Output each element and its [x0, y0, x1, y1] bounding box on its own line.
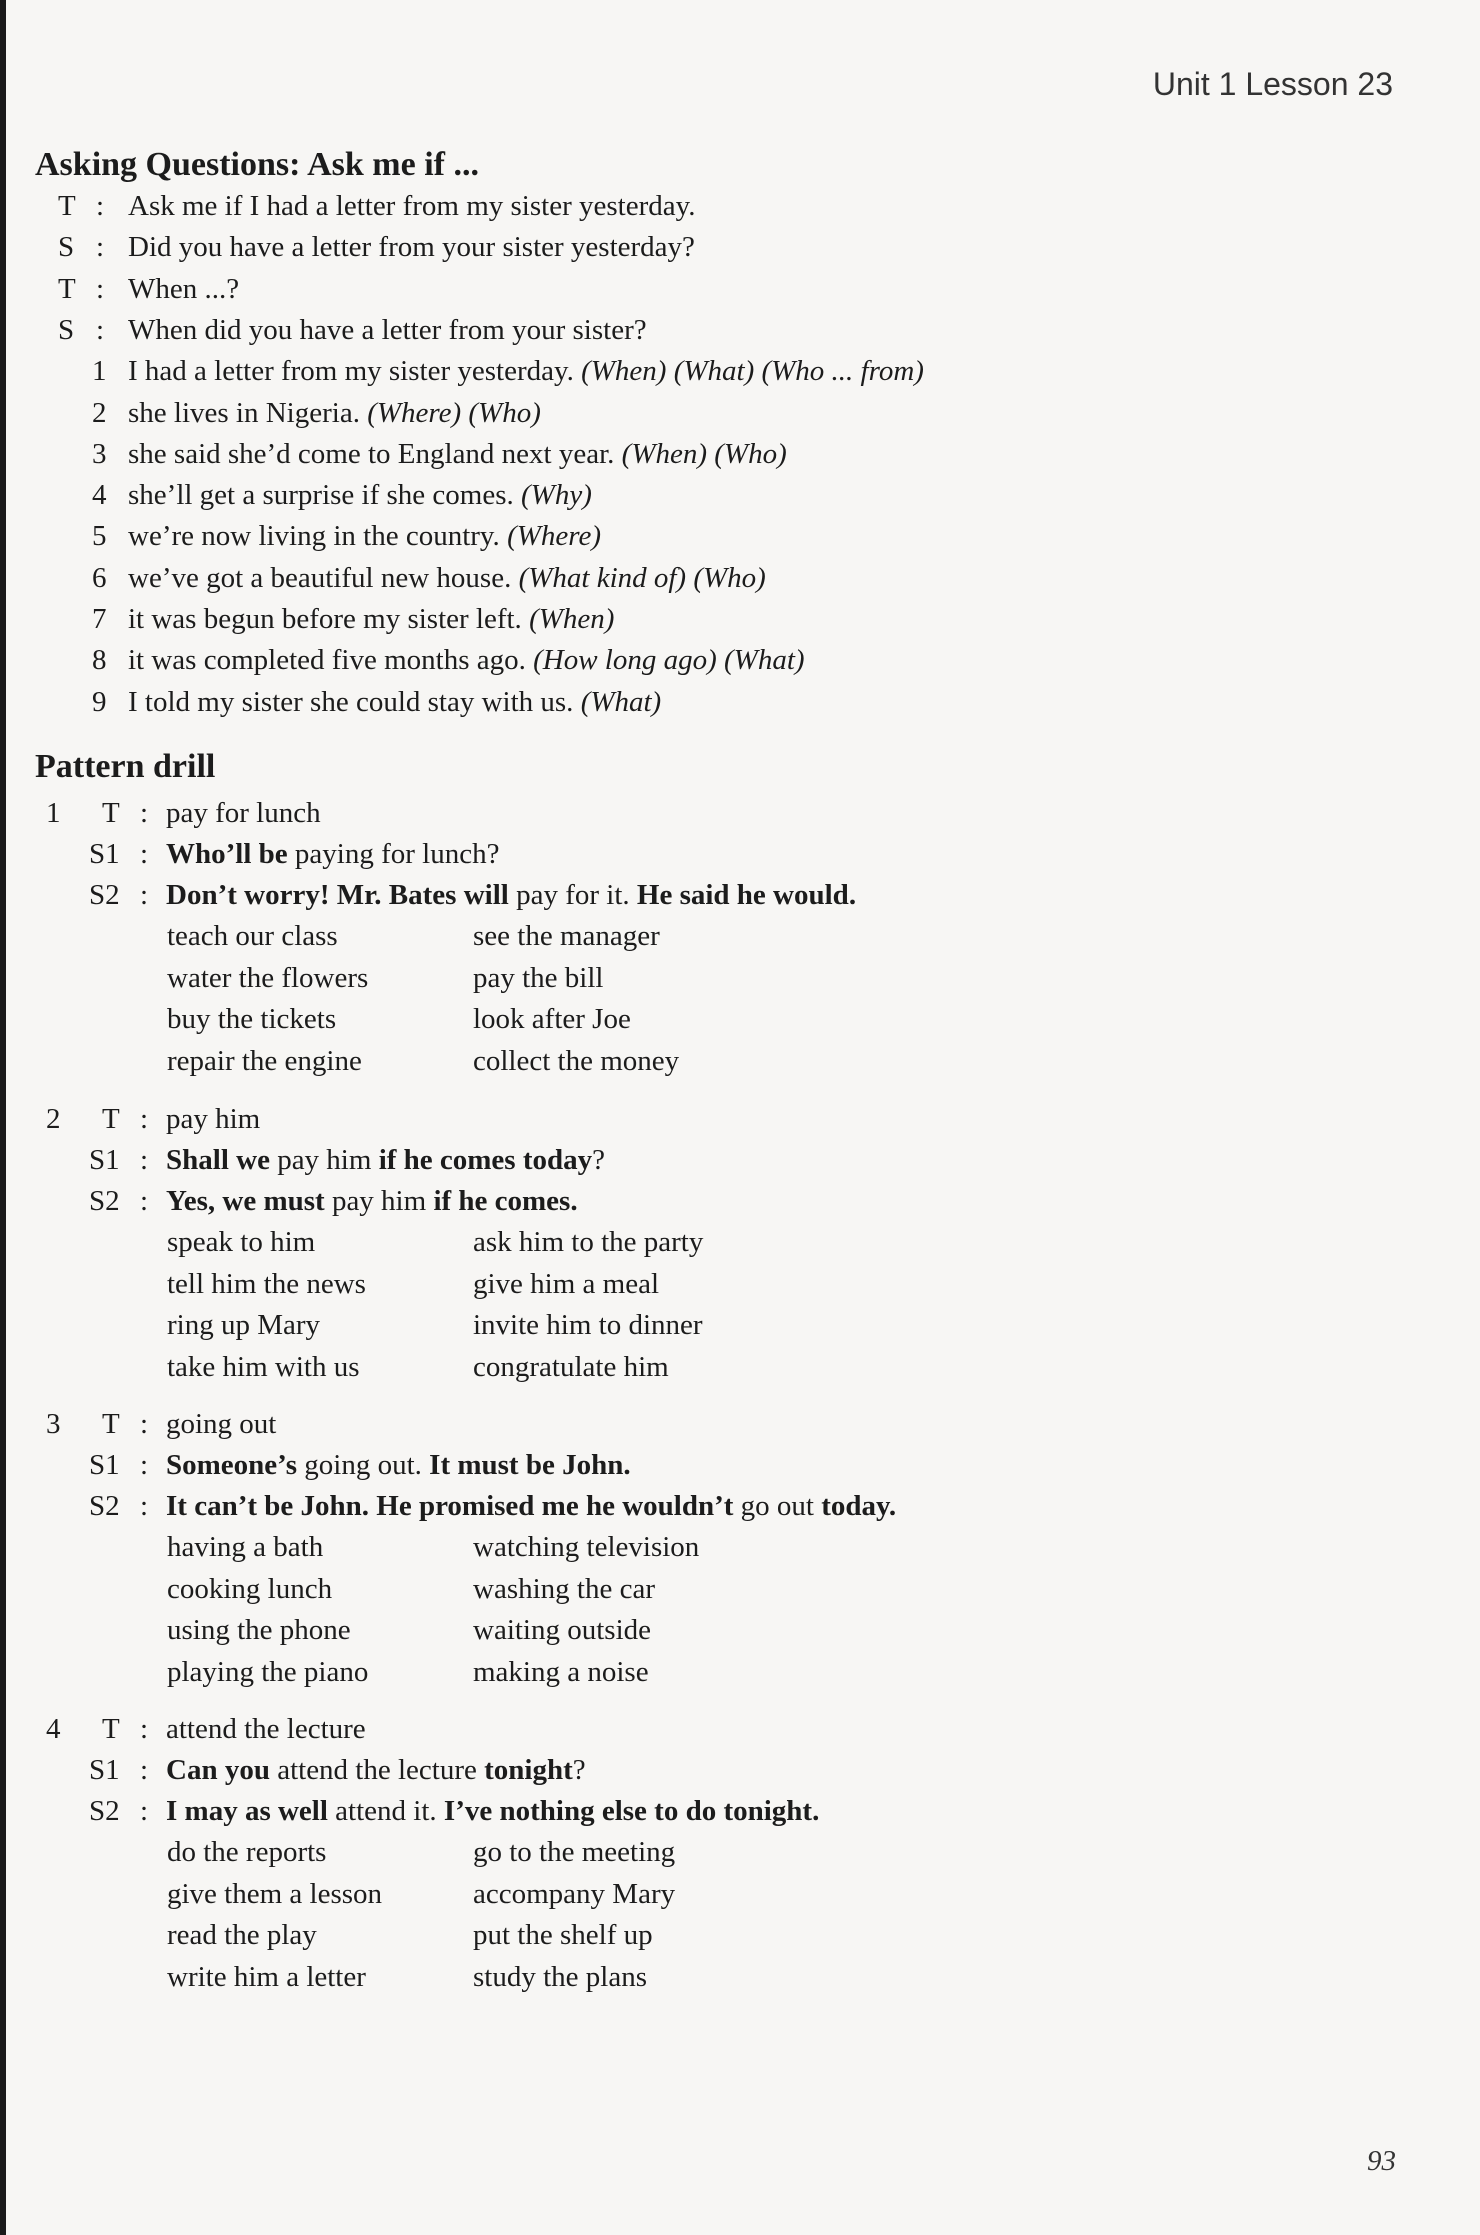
cue-right: making a noise	[473, 1655, 649, 1688]
cue-right: go to the meeting	[473, 1836, 676, 1868]
drill-s1-text	[166, 1140, 605, 1180]
drill-s2-text-seg: I may as well	[166, 1795, 328, 1827]
section-title-asking-questions: Asking Questions: Ask me if ...	[35, 146, 479, 183]
drill-t-text-seg: pay him	[166, 1103, 261, 1135]
cue-left: having a bath	[167, 1531, 324, 1563]
dialogue-text: When ...?	[128, 272, 240, 305]
dialogue-text: Did you have a letter from your sister yesterday?	[128, 231, 695, 264]
drill-s1-text-seg: tonight	[484, 1754, 573, 1786]
colon: :	[96, 272, 105, 305]
drill-cue-row	[0, 1041, 1400, 1081]
cue-left: buy the tickets	[167, 1003, 337, 1035]
drill-number: 2	[46, 1103, 61, 1135]
item-number: 5	[92, 520, 107, 553]
drill-cue-row	[0, 916, 1400, 956]
drill-s1-text-seg: ?	[592, 1144, 605, 1176]
prompt-item	[0, 475, 1400, 515]
item-sentence: we’ve got a beautiful new house.	[128, 561, 512, 594]
speaker-label: T	[58, 190, 76, 222]
speaker-label: S2	[89, 1490, 120, 1522]
drill-s2-text-seg: if he comes.	[433, 1185, 578, 1217]
speaker-label: S1	[89, 1449, 120, 1481]
colon: :	[140, 879, 149, 911]
drill-s1-line	[0, 834, 1400, 874]
drill-s2-text-seg: today.	[821, 1490, 897, 1522]
drill-s2-text	[166, 1181, 578, 1221]
item-number: 4	[92, 479, 107, 512]
cue-right: study the plans	[473, 1960, 647, 1993]
speaker-label: T	[58, 272, 76, 305]
colon: :	[140, 1144, 149, 1176]
colon: :	[140, 1449, 149, 1481]
drill-s2-line	[0, 1486, 1400, 1526]
drill-cue-row	[0, 1957, 1400, 1997]
section-title-pattern-drill: Pattern drill	[35, 748, 216, 785]
drill-s1-text-seg: paying for lunch?	[287, 838, 500, 870]
drill-s2-line	[0, 875, 1400, 915]
item-text	[128, 516, 601, 556]
drill-number: 4	[46, 1713, 61, 1745]
item-sentence: she said she’d come to England next year.	[128, 437, 615, 470]
colon: :	[96, 190, 105, 222]
prompt-item	[0, 516, 1400, 556]
drill-s2-text-seg: attend it.	[327, 1795, 444, 1827]
drill-number: 1	[46, 797, 61, 829]
speaker-label: S2	[89, 1185, 120, 1217]
page-number: 93	[1367, 2145, 1396, 2177]
item-text	[128, 640, 805, 680]
cue-left: give them a lesson	[167, 1877, 383, 1910]
colon: :	[140, 1185, 149, 1217]
item-number: 9	[92, 685, 107, 718]
drill-s2-text-seg: pay him	[324, 1185, 434, 1217]
cue-right: watching television	[473, 1531, 700, 1563]
prompt-item	[0, 640, 1400, 680]
dialogue-text: Ask me if I had a letter from my sister yesterday.	[128, 190, 696, 222]
drill-s2-text	[166, 1486, 896, 1526]
colon: :	[140, 1713, 149, 1745]
cue-right: collect the money	[473, 1044, 680, 1077]
drill-cue-row	[0, 1347, 1400, 1387]
drill-t-text-seg: pay for lunch	[166, 797, 321, 829]
drill-s1-text-seg: Who’ll be	[166, 838, 288, 870]
item-cues: (When) (Who)	[621, 437, 787, 470]
cue-left: cooking lunch	[167, 1572, 333, 1605]
drill-s1-text-seg: Someone’s	[166, 1449, 298, 1481]
cue-left: take him with us	[167, 1350, 360, 1383]
cue-right: put the shelf up	[473, 1919, 653, 1951]
cue-left: do the reports	[167, 1836, 327, 1868]
dialogue-line	[0, 186, 1400, 226]
colon: :	[140, 838, 149, 870]
cue-right: waiting outside	[473, 1614, 652, 1646]
item-number: 6	[92, 561, 107, 594]
drill-s1-text	[166, 1445, 631, 1485]
item-sentence: I told my sister she could stay with us.	[128, 685, 574, 718]
drill-s2-text	[166, 875, 856, 915]
item-cues: (When) (What) (Who ... from)	[581, 355, 924, 388]
item-number: 7	[92, 603, 107, 635]
cue-right: see the manager	[473, 920, 660, 952]
drill-s2-text-seg: Don’t worry! Mr. Bates will	[166, 879, 509, 911]
prompt-item	[0, 599, 1400, 639]
cue-left: read the play	[167, 1919, 317, 1951]
dialogue-line	[0, 310, 1400, 350]
drill-s1-text-seg: Shall we	[166, 1144, 270, 1176]
dialogue-text: When did you have a letter from your sister?	[128, 313, 647, 346]
item-cues: (How long ago) (What)	[533, 644, 805, 677]
item-number: 3	[92, 437, 107, 470]
item-cues: (Why)	[521, 479, 592, 512]
unit-lesson-header: Unit 1 Lesson 23	[1152, 66, 1393, 102]
drill-s1-line	[0, 1140, 1400, 1180]
drill-s1-text-seg: It must be John.	[429, 1449, 631, 1481]
speaker-label: S	[58, 231, 75, 264]
item-cues: (Where) (Who)	[367, 396, 541, 429]
drill-cue-row	[0, 1305, 1400, 1345]
colon: :	[140, 1490, 149, 1522]
prompt-item	[0, 393, 1400, 433]
cue-right: washing the car	[473, 1572, 655, 1605]
cue-right: ask him to the party	[473, 1226, 704, 1258]
item-sentence: it was completed five months ago.	[128, 644, 526, 677]
drill-s1-line	[0, 1750, 1400, 1790]
item-sentence: it was begun before my sister left.	[128, 603, 522, 635]
drill-s1-text-seg: going out.	[297, 1449, 430, 1481]
colon: :	[96, 231, 105, 264]
colon: :	[140, 1795, 149, 1827]
drill-s1-text-seg: if he comes today	[378, 1144, 593, 1176]
cue-left: using the phone	[167, 1614, 351, 1646]
item-text	[128, 393, 541, 433]
drill-t-text-seg: going out	[166, 1408, 277, 1440]
drill-t-text-seg: attend the lecture	[166, 1713, 366, 1745]
speaker-label: S2	[89, 1795, 120, 1827]
cue-right: look after Joe	[473, 1003, 631, 1035]
drill-t-text	[166, 1404, 276, 1444]
cue-left: write him a letter	[167, 1960, 366, 1993]
item-sentence: she’ll get a surprise if she comes.	[128, 479, 514, 512]
cue-right: congratulate him	[473, 1350, 669, 1383]
drill-s2-line	[0, 1181, 1400, 1221]
colon: :	[140, 797, 149, 829]
drill-s1-line	[0, 1445, 1400, 1485]
cue-left: water the flowers	[167, 961, 369, 994]
drill-t-text	[166, 1709, 366, 1749]
drill-s1-text-seg: pay him	[269, 1144, 379, 1176]
drill-number: 3	[46, 1408, 61, 1440]
cue-right: pay the bill	[473, 961, 604, 994]
speaker-label: S1	[89, 838, 120, 870]
drill-cue-row	[0, 1915, 1400, 1955]
drill-t-text	[166, 793, 321, 833]
cue-left: speak to him	[167, 1226, 316, 1258]
item-sentence: we’re now living in the country.	[128, 520, 500, 553]
item-text	[128, 351, 924, 391]
drill-s1-text-seg: ?	[572, 1754, 586, 1786]
drill-s2-text-seg: go out	[733, 1490, 822, 1522]
dialogue-line	[0, 269, 1400, 309]
colon: :	[140, 1103, 149, 1135]
item-cues: (When)	[529, 603, 615, 635]
drill-s1-text	[166, 834, 499, 874]
item-cues: (What kind of) (Who)	[518, 561, 766, 594]
speaker-label: T	[102, 797, 120, 829]
colon: :	[96, 313, 105, 346]
drill-cue-row	[0, 1610, 1400, 1650]
item-cues: (Where)	[507, 520, 601, 553]
drill-s2-line	[0, 1791, 1400, 1831]
cue-right: accompany Mary	[473, 1877, 676, 1910]
speaker-label: S1	[89, 1144, 120, 1176]
cue-left: repair the engine	[167, 1044, 362, 1077]
drill-cue-row	[0, 1527, 1400, 1567]
drill-cue-row	[0, 1874, 1400, 1914]
drill-cue-row	[0, 1652, 1400, 1692]
colon: :	[140, 1754, 149, 1786]
item-number: 1	[92, 355, 107, 388]
prompt-item	[0, 682, 1400, 722]
prompt-item	[0, 434, 1400, 474]
item-sentence: I had a letter from my sister yesterday.	[128, 355, 574, 388]
item-number: 8	[92, 644, 107, 677]
cue-left: teach our class	[167, 920, 338, 952]
cue-left: playing the piano	[167, 1655, 369, 1688]
cue-right: give him a meal	[473, 1267, 660, 1300]
drill-t-line	[0, 793, 1400, 833]
item-text	[128, 599, 614, 639]
speaker-label: S2	[89, 879, 120, 911]
item-sentence: she lives in Nigeria.	[128, 396, 360, 429]
drill-s1-text-seg: attend the lecture	[269, 1754, 485, 1786]
drill-s1-text-seg: Can you	[166, 1754, 270, 1786]
item-text	[128, 682, 661, 722]
cue-left: ring up Mary	[167, 1309, 321, 1341]
drill-cue-row	[0, 1264, 1400, 1304]
item-number: 2	[92, 396, 107, 429]
cue-left: tell him the news	[167, 1267, 366, 1300]
speaker-label: S	[58, 313, 75, 346]
drill-s2-text-seg: He said he would.	[636, 879, 857, 911]
drill-t-line	[0, 1099, 1400, 1139]
speaker-label: T	[102, 1408, 120, 1440]
drill-cue-row	[0, 1569, 1400, 1609]
speaker-label: T	[102, 1713, 120, 1745]
drill-cue-row	[0, 958, 1400, 998]
drill-s2-text	[166, 1791, 819, 1831]
drill-cue-row	[0, 1222, 1400, 1262]
drill-s1-text	[166, 1750, 586, 1790]
speaker-label: S1	[89, 1754, 120, 1786]
prompt-item	[0, 558, 1400, 598]
item-cues: (What)	[580, 685, 662, 718]
cue-right: invite him to dinner	[473, 1309, 703, 1341]
drill-s2-text-seg: pay for it.	[508, 879, 637, 911]
drill-cue-row	[0, 999, 1400, 1039]
item-text	[128, 475, 592, 515]
item-text	[128, 558, 766, 598]
drill-t-text	[166, 1099, 260, 1139]
prompt-item	[0, 351, 1400, 391]
drill-s2-text-seg: Yes, we must	[166, 1185, 325, 1217]
drill-t-line	[0, 1404, 1400, 1444]
speaker-label: T	[102, 1103, 120, 1135]
item-text	[128, 434, 787, 474]
drill-cue-row	[0, 1832, 1400, 1872]
drill-t-line	[0, 1709, 1400, 1749]
colon: :	[140, 1408, 149, 1440]
drill-s2-text-seg: I’ve nothing else to do tonight.	[443, 1795, 820, 1827]
drill-s2-text-seg: It can’t be John. He promised me he wouldn’t	[166, 1490, 734, 1522]
dialogue-line	[0, 227, 1400, 267]
